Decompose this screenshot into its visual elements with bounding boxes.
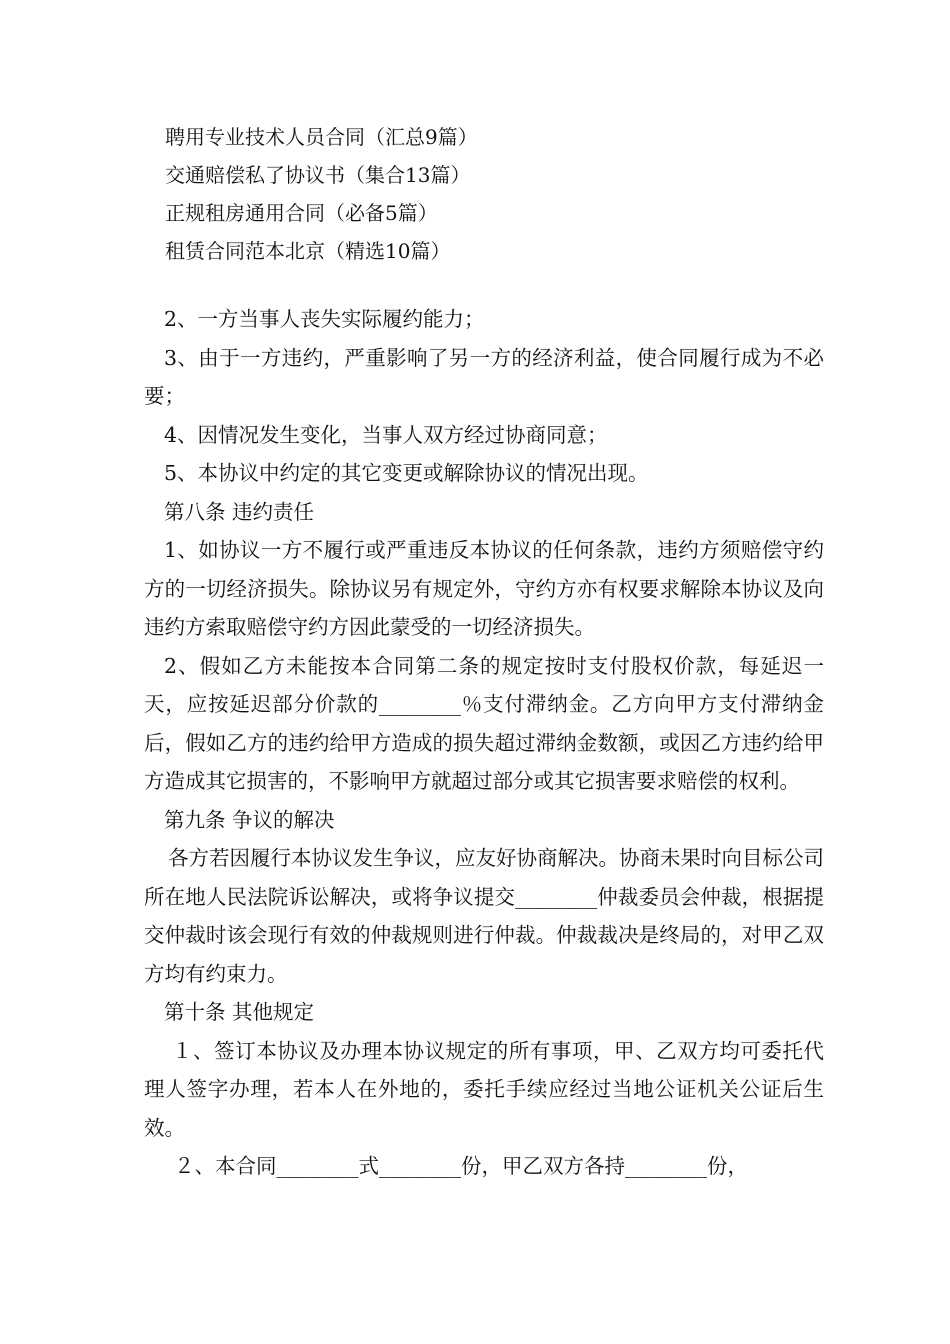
related-link-4[interactable]: 租赁合同范本北京（精选10篇） [165, 239, 451, 263]
clause-termination-5: 5、本协议中约定的其它变更或解除协议的情况出现。 [164, 461, 649, 485]
clause-termination-2: 2、一方当事人丧失实际履约能力； [164, 307, 485, 331]
related-link-3[interactable]: 正规租房通用合同（必备5篇） [165, 201, 438, 225]
article-8-clause-1: 1、如协议一方不履行或严重违反本协议的任何条款，违约方须赔偿守约方的一切经济损失。除协议另有规定外，守约方亦有权要求解除本协议及向违约方索取赔偿守约方因此蒙受的一切经济损失。 [144, 538, 824, 639]
article-10-heading: 第十条 其他规定 [164, 1000, 315, 1024]
related-links-list [165, 118, 805, 270]
related-link-1[interactable]: 聘用专业技术人员合同（汇总9篇） [165, 125, 478, 149]
article-8-heading: 第八条 违约责任 [164, 499, 315, 524]
clause-termination-4: 4、因情况发生变化，当事人双方经过协商同意； [164, 422, 608, 447]
contract-body [144, 300, 824, 1186]
article-9-body: 各方若因履行本协议发生争议，应友好协商解决。协商未果时向目标公司所在地人民法院诉讼解决，或将争议提交________仲裁委员会仲裁，根据提交仲裁时该会现行有效的仲裁规则进行仲裁。仲裁裁决是终局的，对甲乙双方均有约束力。 [144, 846, 824, 986]
article-10-clause-1: １、签订本协议及办理本协议规定的所有事项，甲、乙双方均可委托代理人签字办理，若本人在外地的，委托手续应经过当地公证机关公证后生效。 [144, 1038, 824, 1140]
clause-termination-3: 3、由于一方违约，严重影响了另一方的经济利益，使合同履行成为不必要； [144, 345, 824, 408]
article-10-clause-2: ２、本合同________式________份，甲乙双方各持________份， [174, 1154, 748, 1178]
article-8-clause-2: 2、假如乙方未能按本合同第二条的规定按时支付股权价款，每延迟一天，应按延迟部分价款的________％支付滞纳金。乙方向甲方支付滞纳金后，假如乙方的违约给甲方造成的损失超过滞纳金数额，或因乙方违约给甲方造成其它损害的，不影响甲方就超过部分或其它损害要求赔偿的权利。 [144, 653, 824, 793]
article-9-heading: 第九条 争议的解决 [164, 807, 335, 832]
related-link-2[interactable]: 交通赔偿私了协议书（集合13篇） [165, 163, 471, 187]
